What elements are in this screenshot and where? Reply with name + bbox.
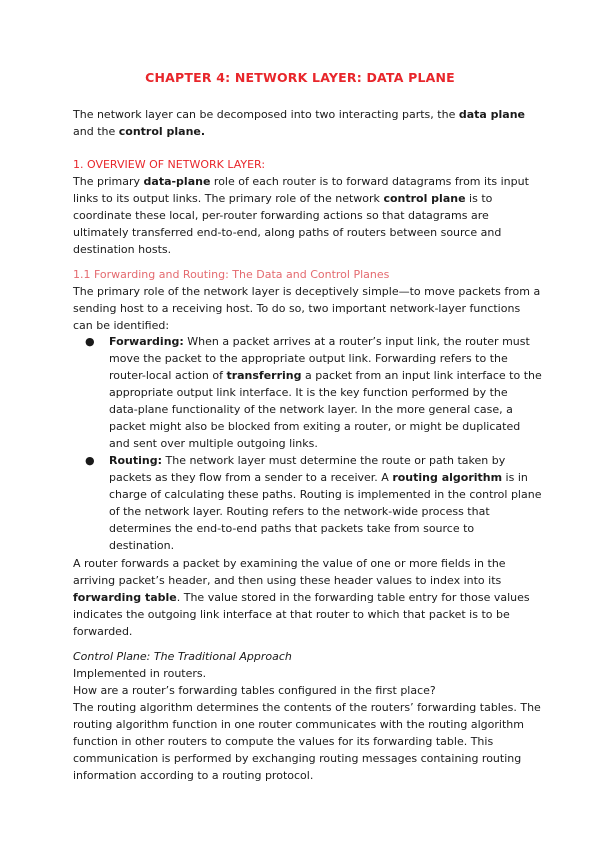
text: function in other routers to compute the values for its forwarding table. This bbox=[73, 735, 494, 748]
term-routing-algorithm: routing algorithm bbox=[392, 471, 503, 484]
text: indicates the outgoing link interface at that router to which that packet is to be bbox=[73, 608, 510, 621]
text: ultimately transferred end-to-end, along paths of routers between source and bbox=[73, 226, 502, 239]
intro-text: and the bbox=[73, 125, 119, 138]
text: sending host to a receiving host. To do so, two important network-layer functions bbox=[73, 302, 521, 315]
text: . The value stored in the forwarding table entry for those values bbox=[176, 591, 530, 604]
control-plane-heading: Control Plane: The Traditional Approach bbox=[73, 650, 292, 663]
text: and sent over multiple outgoing links. bbox=[109, 437, 318, 450]
text: move the packet to the appropriate output link. Forwarding refers to the bbox=[109, 352, 508, 365]
text: a packet from an input link interface to the bbox=[301, 369, 542, 382]
text: appropriate output link interface. It is the key function performed by the bbox=[109, 386, 508, 399]
bullet-list bbox=[73, 333, 542, 554]
text: information according to a routing protocol. bbox=[73, 769, 314, 782]
text: router-local action of bbox=[109, 369, 227, 382]
text: is in bbox=[502, 471, 528, 484]
term-forwarding-table: forwarding table bbox=[73, 591, 177, 604]
text: How are a router’s forwarding tables configured in the first place? bbox=[73, 684, 436, 697]
text: arriving packet’s header, and then using these header values to index into its bbox=[73, 574, 502, 587]
intro-text: The network layer can be decomposed into two interacting parts, the bbox=[73, 108, 459, 121]
text: determines the end-to-end paths that packets take from source to bbox=[109, 522, 475, 535]
text: routing algorithm function in one router communicates with the routing algorithm bbox=[73, 718, 524, 731]
text: The primary role of the network layer is deceptively simple—to move packets from a bbox=[73, 285, 541, 298]
subsection-heading: 1.1 Forwarding and Routing: The Data and Control Planes bbox=[73, 268, 390, 281]
text: can be identified: bbox=[73, 319, 170, 332]
term-routing: Routing: bbox=[109, 454, 162, 467]
text: communication is performed by exchanging routing messages containing routing bbox=[73, 752, 522, 765]
text: forwarded. bbox=[73, 625, 133, 638]
text: The network layer must determine the route or path taken by bbox=[162, 454, 506, 467]
text: destination hosts. bbox=[73, 243, 172, 256]
text: The primary bbox=[73, 175, 144, 188]
text: role of each router is to forward datagrams from its input bbox=[210, 175, 529, 188]
text: links to its output links. The primary role of the network bbox=[73, 192, 384, 205]
term-control-plane: control plane. bbox=[118, 125, 206, 138]
bullet-icon: ● bbox=[85, 454, 95, 467]
text: coordinate these local, per-router forwarding actions so that datagrams are bbox=[73, 209, 489, 222]
section-heading: 1. OVERVIEW OF NETWORK LAYER: bbox=[73, 158, 266, 171]
chapter-title: CHAPTER 4: NETWORK LAYER: DATA PLANE bbox=[145, 70, 455, 85]
text: packet might also be blocked from exiting a router, or might be duplicated bbox=[109, 420, 521, 433]
text: destination. bbox=[109, 539, 175, 552]
forwarding-routing-intro bbox=[73, 283, 541, 334]
text: The routing algorithm determines the contents of the routers’ forwarding tables. The bbox=[73, 701, 541, 714]
list-item bbox=[73, 452, 542, 554]
term-forwarding: Forwarding: bbox=[109, 335, 184, 348]
text: of the network layer. Routing refers to the network-wide process that bbox=[109, 505, 490, 518]
forwarding-table-paragraph bbox=[73, 555, 533, 640]
text: charge of calculating these paths. Routing is implemented in the control plane bbox=[109, 488, 542, 501]
text: A router forwards a packet by examining the value of one or more fields in the bbox=[73, 557, 506, 570]
text: is to bbox=[465, 192, 493, 205]
intro-paragraph bbox=[73, 106, 533, 140]
term-transferring: transferring bbox=[226, 369, 302, 382]
text: packets as they flow from a sender to a receiver. A bbox=[109, 471, 393, 484]
term-data-plane: data plane bbox=[458, 108, 525, 121]
text: When a packet arrives at a router’s input link, the router must bbox=[183, 335, 530, 348]
term-control-plane: control plane bbox=[383, 192, 466, 205]
overview-paragraph bbox=[73, 173, 533, 258]
list-item bbox=[73, 333, 542, 452]
term-data-plane: data-plane bbox=[143, 175, 211, 188]
text: data-plane functionality of the network layer. In the more general case, a bbox=[109, 403, 513, 416]
bullet-icon: ● bbox=[85, 335, 95, 348]
text: Implemented in routers. bbox=[73, 667, 207, 680]
control-plane-paragraph bbox=[73, 665, 541, 784]
